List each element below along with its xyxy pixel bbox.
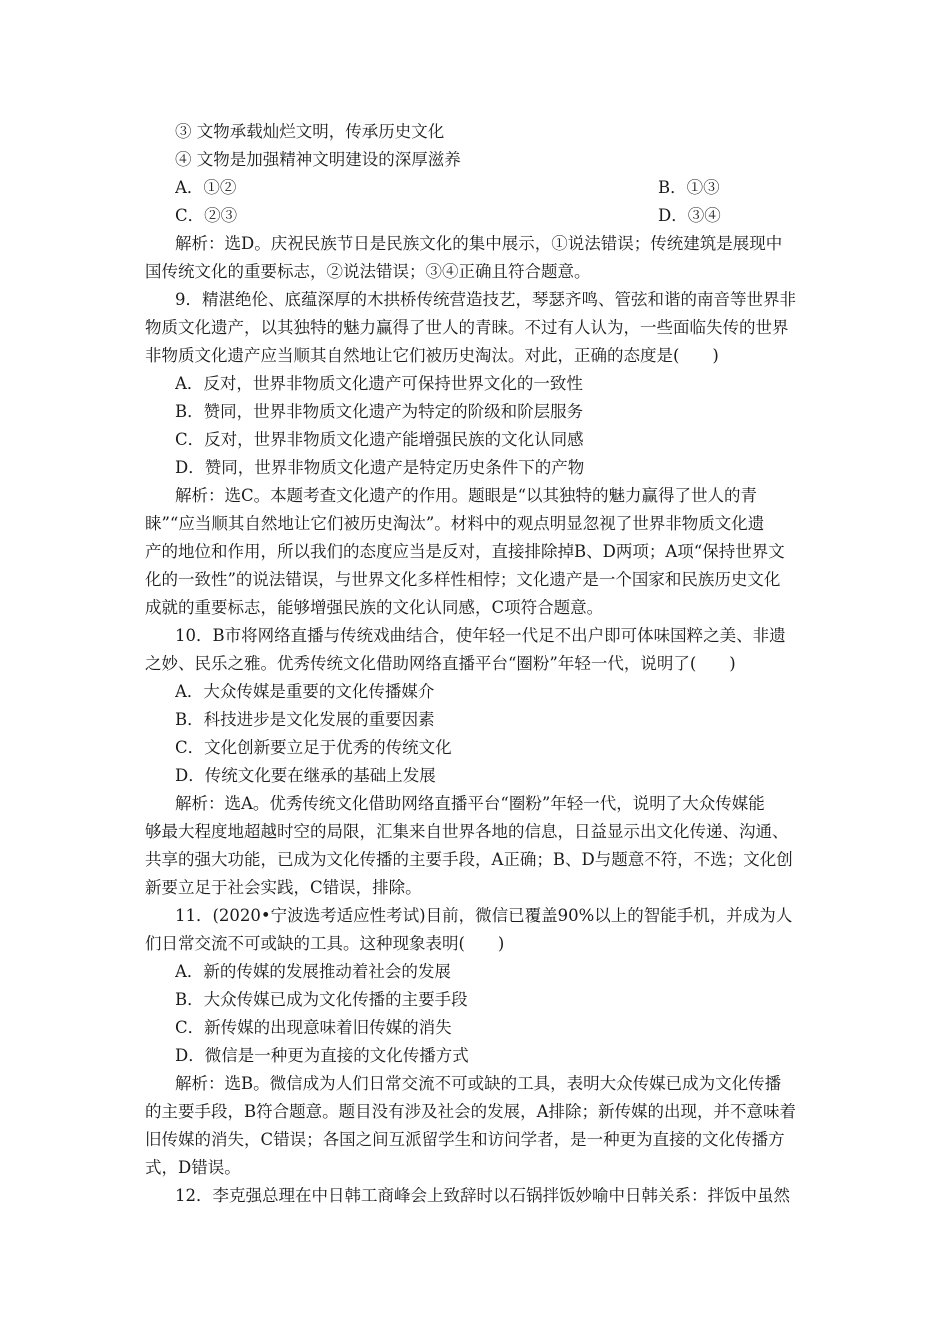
- option-b: B．赞同，世界非物质文化遗产为特定的阶级和阶层服务: [175, 402, 584, 421]
- option-c: C．反对，世界非物质文化遗产能增强民族的文化认同感: [175, 430, 584, 449]
- question-text: 非物质文化遗产应当顺其自然地让它们被历史淘汰。对此，正确的态度是( ): [145, 346, 719, 365]
- analysis-text: 化的一致性”的说法错误，与世界文化多样性相悖；文化遗产是一个国家和民族历史文化: [145, 570, 781, 589]
- analysis-text: 新要立足于社会实践，C错误，排除。: [145, 878, 422, 897]
- question-9: 9．精湛绝伦、底蕴深厚的木拱桥传统营造技艺，琴瑟齐鸣、管弦和谐的南音等世界非: [175, 290, 796, 309]
- analysis-text: 成就的重要标志，能够增强民族的文化认同感，C项符合题意。: [145, 598, 604, 617]
- question-text: 之妙、民乐之雅。优秀传统文化借助网络直播平台“圈粉”年轻一代，说明了( ): [145, 654, 736, 673]
- option-c: C．②③: [175, 206, 238, 225]
- analysis-text: 共享的强大功能，已成为文化传播的主要手段，A正确；B、D与题意不符，不选；文化创: [145, 850, 793, 869]
- option-a: A．①②: [175, 178, 237, 197]
- text-line: ④ 文物是加强精神文明建设的深厚滋养: [175, 150, 461, 169]
- option-a: A．新的传媒的发展推动着社会的发展: [175, 962, 451, 981]
- option-b: B．大众传媒已成为文化传播的主要手段: [175, 990, 468, 1009]
- question-text: 物质文化遗产，以其独特的魅力赢得了世人的青睐。不过有人认为，一些面临失传的世界: [145, 318, 789, 337]
- question-11: 11．(2020•宁波选考适应性考试)目前，微信已覆盖90%以上的智能手机，并成为人: [175, 906, 793, 925]
- option-c: C．新传媒的出现意味着旧传媒的消失: [175, 1018, 452, 1037]
- option-d: D．赞同，世界非物质文化遗产是特定历史条件下的产物: [175, 458, 585, 477]
- analysis-text: 产的地位和作用，所以我们的态度应当是反对，直接排除掉B、D两项；A项“保持世界文: [145, 542, 785, 561]
- analysis-text: 的主要手段，B符合题意。题目没有涉及社会的发展，A排除；新传媒的出现，并不意味着: [145, 1102, 797, 1121]
- analysis-text: 解析：选A。优秀传统文化借助网络直播平台“圈粉”年轻一代，说明了大众传媒能: [175, 794, 765, 813]
- analysis-text: 够最大程度地超越时空的局限，汇集来自世界各地的信息，日益显示出文化传递、沟通、: [145, 822, 789, 841]
- option-d: D．微信是一种更为直接的文化传播方式: [175, 1046, 469, 1065]
- question-text: 们日常交流不可或缺的工具。这种现象表明( ): [145, 934, 505, 953]
- analysis-text: 旧传媒的消失，C错误；各国之间互派留学生和访问学者，是一种更为直接的文化传播方: [145, 1130, 785, 1149]
- option-b: B．①③: [658, 178, 720, 197]
- analysis-text: 睐”“应当顺其自然地让它们被历史淘汰”。材料中的观点明显忽视了世界非物质文化遗: [145, 514, 765, 533]
- question-10: 10．B市将网络直播与传统戏曲结合，使年轻一代足不出户即可体味国粹之美、非遗: [175, 626, 786, 645]
- analysis-text: 式，D错误。: [145, 1158, 241, 1177]
- option-b: B．科技进步是文化发展的重要因素: [175, 710, 435, 729]
- option-c: C．文化创新要立足于优秀的传统文化: [175, 738, 452, 757]
- analysis-text: 解析：选B。微信成为人们日常交流不可或缺的工具，表明大众传媒已成为文化传播: [175, 1074, 782, 1093]
- analysis-text: 解析：选C。本题考查文化遗产的作用。题眼是“以其独特的魅力赢得了世人的青: [175, 486, 758, 505]
- question-12: 12．李克强总理在中日韩工商峰会上致辞时以石锅拌饭妙喻中日韩关系：拌饭中虽然: [175, 1186, 790, 1205]
- option-d: D．传统文化要在继承的基础上发展: [175, 766, 436, 785]
- option-row: [175, 174, 807, 202]
- option-a: A．反对，世界非物质文化遗产可保持世界文化的一致性: [175, 374, 583, 393]
- option-row: [175, 202, 807, 230]
- option-d: D．③④: [658, 206, 721, 225]
- text-line: ③ 文物承载灿烂文明，传承历史文化: [175, 122, 445, 141]
- analysis-text: 解析：选D。庆祝民族节日是民族文化的集中展示，①说法错误；传统建筑是展现中: [175, 234, 783, 253]
- option-a: A．大众传媒是重要的文化传播媒介: [175, 682, 435, 701]
- analysis-text: 国传统文化的重要标志，②说法错误；③④正确且符合题意。: [145, 262, 591, 281]
